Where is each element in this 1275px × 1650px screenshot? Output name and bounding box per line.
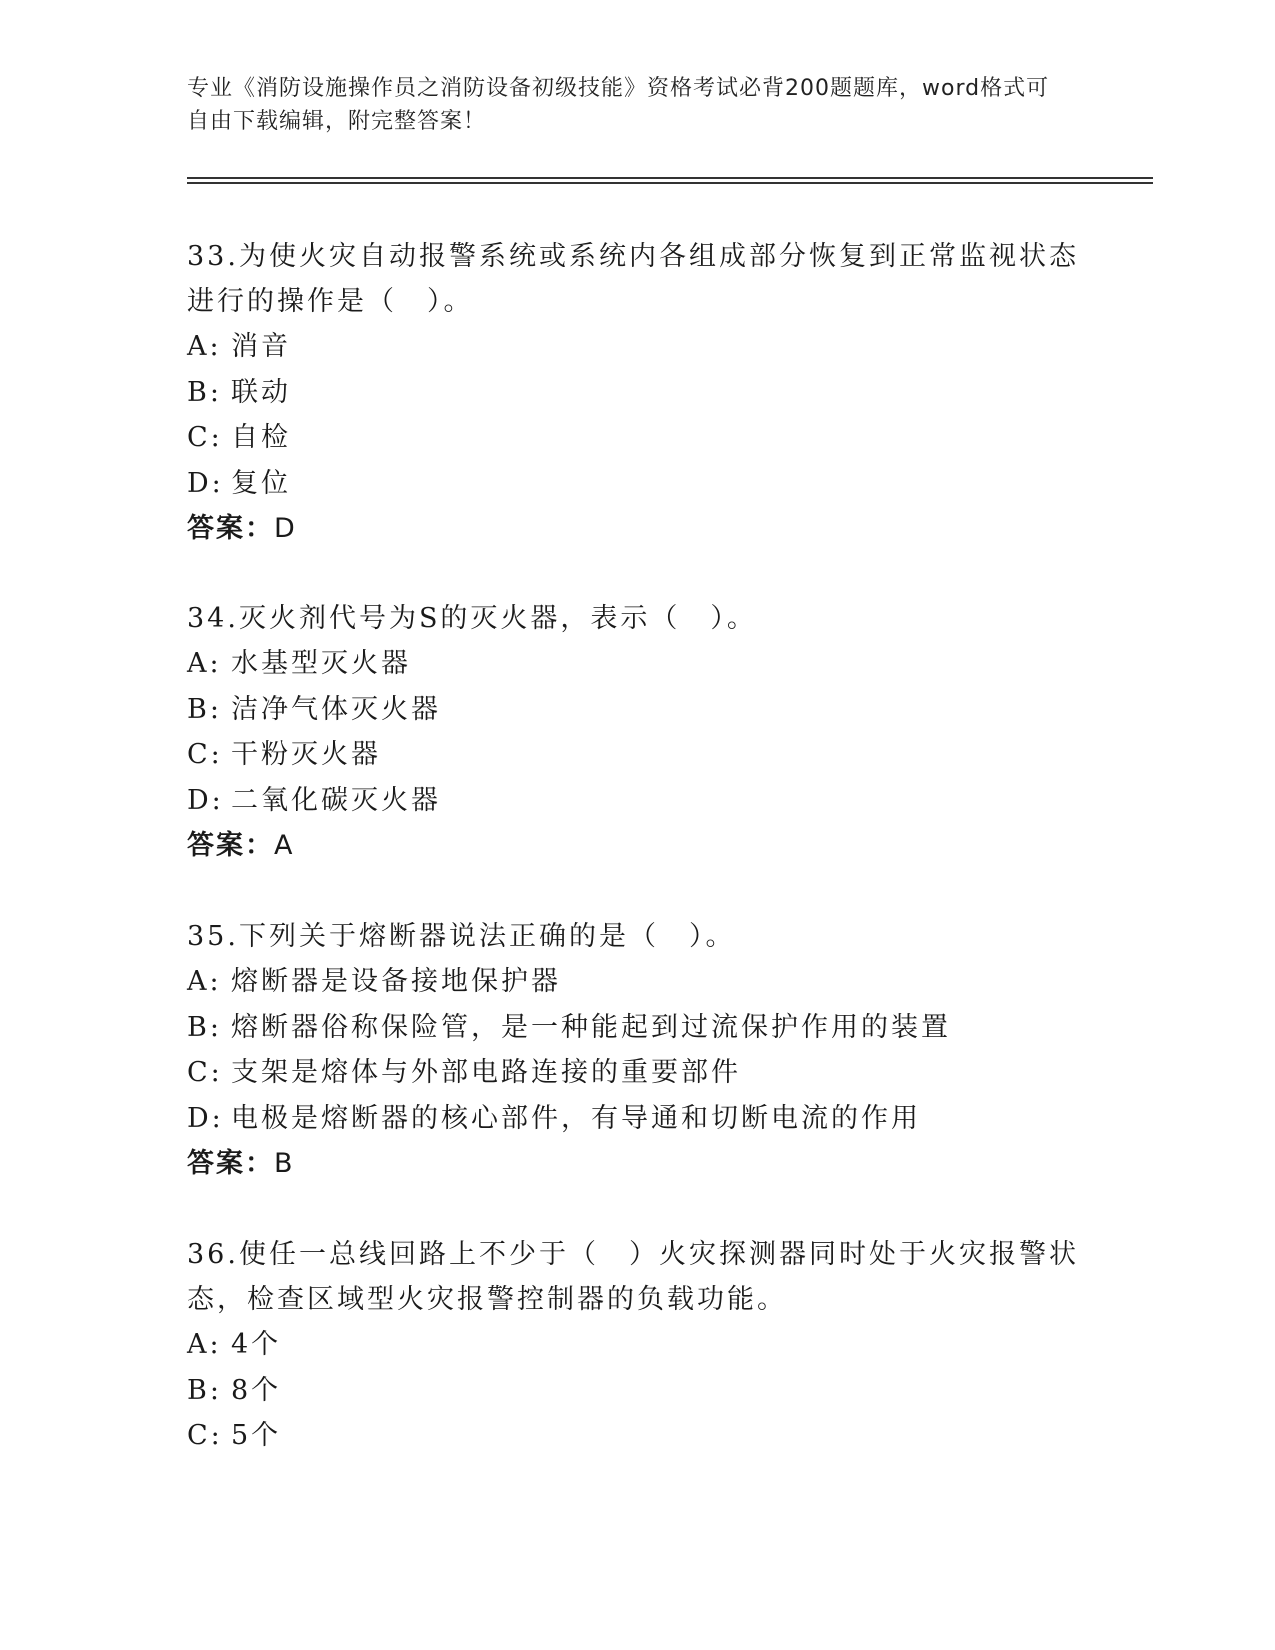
option-letter: A: [187, 648, 222, 679]
option-d [187, 461, 1087, 507]
answer-value: B [274, 1148, 295, 1179]
question-33 [187, 234, 1087, 552]
option-letter: A: [187, 966, 222, 997]
option-c [187, 1050, 1087, 1096]
question-35 [187, 914, 1087, 1187]
option-a [187, 641, 1087, 687]
option-letter: B: [187, 376, 222, 408]
option-letter: A: [187, 331, 222, 362]
answer-label: 答案： [187, 830, 274, 861]
option-text: 复位 [231, 467, 291, 499]
option-text: 8个 [231, 1374, 282, 1406]
document-header: 专业《消防设施操作员之消防设备初级技能》资格考试必背200题题库，word格式可自由下载编辑，附完整答案！ [187, 76, 1050, 134]
question-36 [187, 1232, 1087, 1459]
option-letter: C: [187, 422, 223, 453]
answer-line [187, 823, 1087, 869]
option-letter: B: [187, 1011, 222, 1043]
option-text: 支架是熔体与外部电路连接的重要部件 [231, 1057, 741, 1088]
option-c [187, 415, 1087, 461]
option-text: 洁净气体灭火器 [231, 693, 441, 725]
answer-label: 答案： [187, 513, 274, 544]
option-b [187, 370, 1087, 416]
question-text: 36.使任一总线回路上不少于（ ）火灾探测器同时处于火灾报警状态，检查区域型火灾报警控制器的负载功能。 [187, 1239, 1079, 1315]
option-b [187, 687, 1087, 733]
option-letter: D: [187, 1102, 224, 1134]
question-text: 33.为使火灾自动报警系统或系统内各组成部分恢复到正常监视状态进行的操作是（ ）。 [187, 241, 1079, 317]
option-text: 熔断器是设备接地保护器 [231, 966, 561, 997]
option-text: 4个 [231, 1329, 282, 1360]
answer-label: 答案： [187, 1148, 274, 1179]
option-a [187, 324, 1087, 370]
option-d [187, 778, 1087, 824]
option-text: 联动 [231, 376, 291, 408]
answer-line [187, 506, 1087, 552]
option-letter: B: [187, 1374, 222, 1406]
option-letter: C: [187, 1057, 223, 1088]
option-text: 二氧化碳灭火器 [231, 784, 441, 816]
option-a [187, 959, 1087, 1005]
option-text: 自检 [231, 422, 291, 453]
option-text: 消音 [231, 331, 291, 362]
question-text: 35.下列关于熔断器说法正确的是（ ）。 [187, 921, 736, 952]
option-letter: B: [187, 693, 222, 725]
option-text: 熔断器俗称保险管，是一种能起到过流保护作用的装置 [231, 1011, 951, 1043]
option-b [187, 1005, 1087, 1051]
answer-line [187, 1141, 1087, 1187]
answer-value: A [274, 830, 295, 861]
question-text: 34.灭火剂代号为S的灭火器，表示（ ）。 [187, 603, 757, 634]
answer-value: D [274, 513, 297, 544]
option-c [187, 1413, 1087, 1459]
question-34 [187, 596, 1087, 869]
option-letter: D: [187, 784, 224, 816]
header-divider-bottom [187, 182, 1153, 184]
option-letter: D: [187, 467, 224, 499]
option-letter: A: [187, 1329, 222, 1360]
option-text: 5个 [231, 1420, 282, 1451]
option-c [187, 732, 1087, 778]
option-b [187, 1368, 1087, 1414]
option-a [187, 1322, 1087, 1368]
option-text: 电极是熔断器的核心部件，有导通和切断电流的作用 [231, 1102, 921, 1134]
option-text: 水基型灭火器 [231, 648, 411, 679]
header-divider-top [187, 177, 1153, 179]
option-text: 干粉灭火器 [231, 739, 381, 770]
option-letter: C: [187, 739, 223, 770]
option-letter: C: [187, 1420, 223, 1451]
option-d [187, 1096, 1087, 1142]
